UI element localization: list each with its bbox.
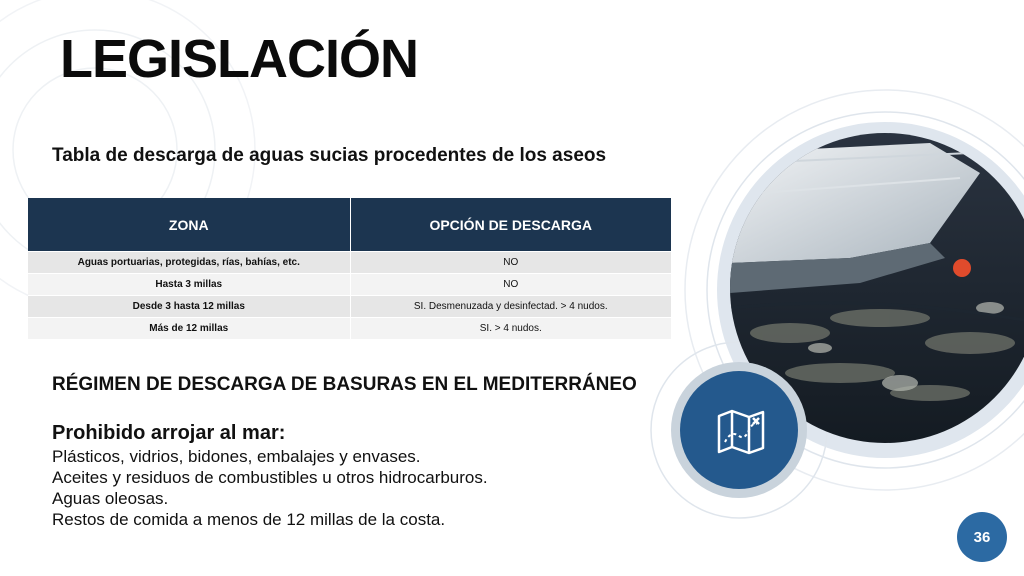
table-header-row	[28, 198, 671, 252]
list-item: Aguas oleosas.	[52, 489, 169, 508]
map-icon	[715, 408, 767, 456]
zone-cell: Desde 3 hasta 12 millas	[28, 296, 350, 318]
table-row	[28, 296, 671, 318]
list-item: Aceites y residuos de combustibles u otros hidrocarburos.	[52, 468, 488, 487]
list-item: Restos de comida a menos de 12 millas de la costa.	[52, 510, 446, 529]
option-cell: NO	[350, 252, 671, 274]
prohibited-label: Prohibido arrojar al mar:	[52, 422, 286, 444]
option-cell: NO	[350, 274, 671, 296]
column-header-discharge-option: OPCIÓN DE DESCARGA	[350, 198, 671, 252]
table-caption: Tabla de descarga de aguas sucias procedentes de los aseos	[52, 145, 607, 166]
table-row	[28, 274, 671, 296]
option-cell: SI. Desmenuzada y desinfectad. > 4 nudos.	[350, 296, 671, 318]
page-title: LEGISLACIÓN	[60, 29, 419, 89]
zone-cell: Aguas portuarias, protegidas, rías, bahías, etc.	[28, 252, 350, 274]
regime-heading: RÉGIMEN DE DESCARGA DE BASURAS EN EL MEDITERRÁNEO	[52, 374, 637, 395]
zone-cell: Más de 12 millas	[28, 318, 350, 340]
option-cell: SI. > 4 nudos.	[350, 318, 671, 340]
discharge-table	[28, 198, 671, 339]
table-row	[28, 318, 671, 340]
list-item: Plásticos, vidrios, bidones, embalajes y envases.	[52, 447, 421, 466]
zone-cell: Hasta 3 millas	[28, 274, 350, 296]
prohibited-items-list	[52, 446, 488, 530]
column-header-zone: ZONA	[28, 198, 350, 252]
page-number-badge: 36	[957, 512, 1007, 562]
table-row	[28, 252, 671, 274]
